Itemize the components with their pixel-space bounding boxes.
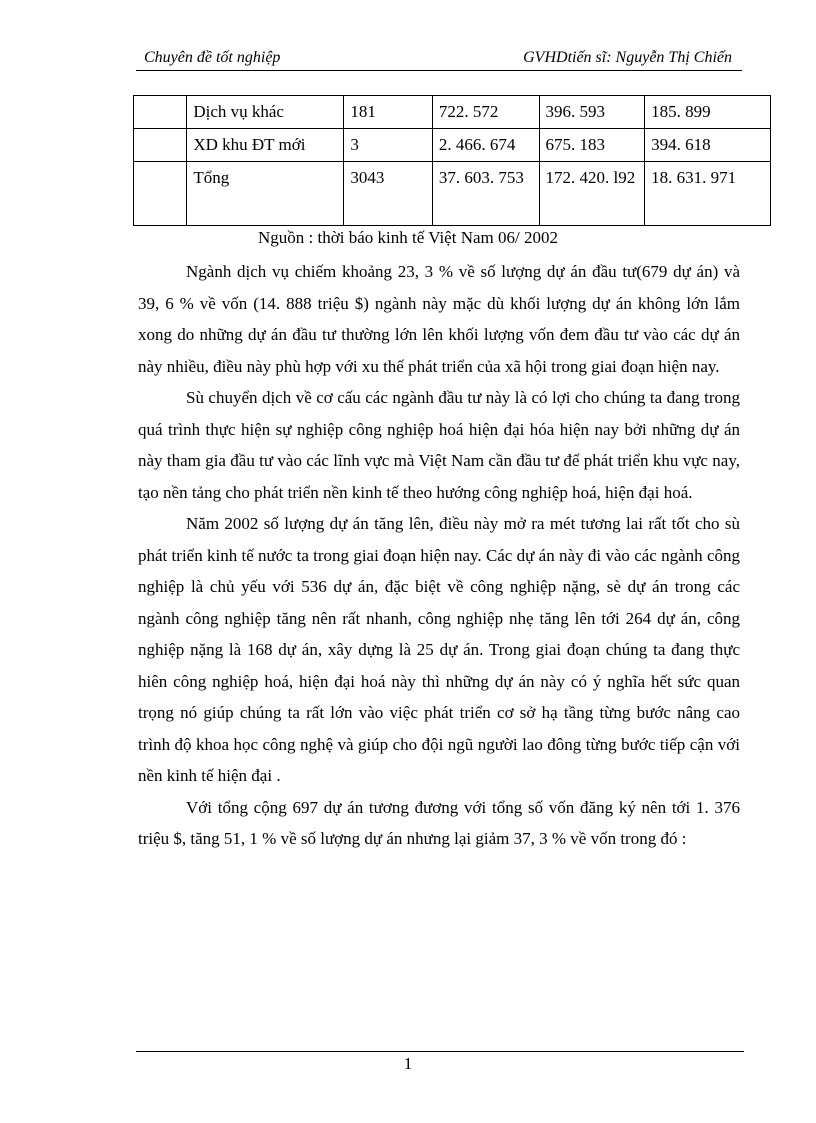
table-cell: 18. 631. 971 xyxy=(645,162,771,226)
table-cell: XD khu ĐT mới xyxy=(187,129,344,162)
header-title: Chuyên đề tốt nghiệp xyxy=(144,49,281,66)
table-cell: 394. 618 xyxy=(645,129,771,162)
table-cell: 675. 183 xyxy=(539,129,645,162)
table-cell: 2. 466. 674 xyxy=(432,129,539,162)
paragraph: Với tổng cộng 697 dự án tương đương với tổng số vốn đăng ký nên tới 1. 376 triệu $, tăng 51, 1 % về số lượng dự án nhưng lại giảm 37, 3 % về vốn trong đó : xyxy=(138,797,740,848)
table-cell: 37. 603. 753 xyxy=(432,162,539,226)
paragraph: Ngành dịch vụ chiếm khoảng 23, 3 % về số lượng dự án đầu tư(679 dự án) và 39, 6 % về vốn (14. 888 triệu $) ngành này mặc dù khối lượng dự án không lớn lắm xong do những dự án đầu tư thường lớn lên khối lượng vốn đem đầu tư vào các dự án này nhiều, điều này phù hợp với xu thế phát triển của xã hội trong giai đoạn hiện nay. xyxy=(138,262,740,376)
table-row xyxy=(134,96,771,129)
table-cell: 3043 xyxy=(344,162,433,226)
table-row-total xyxy=(134,162,771,226)
table-source: Nguồn : thời báo kinh tế Việt Nam 06/ 2002 xyxy=(258,228,558,247)
paragraph: Sù chuyển dịch về cơ cấu các ngành đầu tư này là có lợi cho chúng ta đang trong quá trình thực hiện sự nghiệp công nghiệp hoá hiện đại hóa hiện nay bởi những dự án này tham gia đầu tư vào các lĩnh vực mà Việt Nam cần đầu tư để phát triển khu vực nay, tạo nền tảng cho phát triển nền kinh tế theo hướng công nghiệp hoá, hiện đại hoá. xyxy=(138,388,740,502)
table-row xyxy=(134,129,771,162)
page-number: 1 xyxy=(403,1054,413,1073)
body-text xyxy=(138,256,740,855)
table-cell: 185. 899 xyxy=(645,96,771,129)
table-cell: 172. 420. l92 xyxy=(539,162,645,226)
table-cell: Tổng xyxy=(187,162,344,226)
table-cell: 722. 572 xyxy=(432,96,539,129)
table-cell: 3 xyxy=(344,129,433,162)
paragraph: Năm 2002 số lượng dự án tăng lên, điều này mở ra mét tương lai rất tốt cho sù phát triển kinh tế nước ta trong giai đoạn hiện nay. Các dự án này đi vào các ngành công nghiệp là chủ yếu với 536 dự án, đặc biệt về công nghiệp nặng, sè dự án trong các ngành công nghiệp tăng nên rất nhanh, công nghiệp nhẹ tăng lên tới 264 dự án, công nghiệp nặng là 168 dự án, xây dựng là 25 dự án. Trong giai đoạn chúng ta đang thực hiên công nghiệp hoá, hiện đại hoá này thì những dự án này có ý nghĩa hết sức quan trọng nó giúp chúng ta rất lớn vào việc phát triển cơ sở hạ tầng từng bước nâng cao trình độ khoa học công nghệ và giúp cho đội ngũ người lao đông từng bước tiếp cận với nền kinh tế hiện đại . xyxy=(138,514,740,785)
investment-table xyxy=(133,95,771,226)
table-cell: 396. 593 xyxy=(539,96,645,129)
footer-divider xyxy=(136,1051,744,1052)
header-supervisor: GVHDtiến sĩ: Nguyễn Thị Chiến xyxy=(523,49,732,66)
table-cell: Dịch vụ khác xyxy=(187,96,344,129)
table-cell: 181 xyxy=(344,96,433,129)
page-header xyxy=(136,46,742,71)
table-cell xyxy=(134,162,187,226)
table-cell xyxy=(134,96,187,129)
table-cell xyxy=(134,129,187,162)
